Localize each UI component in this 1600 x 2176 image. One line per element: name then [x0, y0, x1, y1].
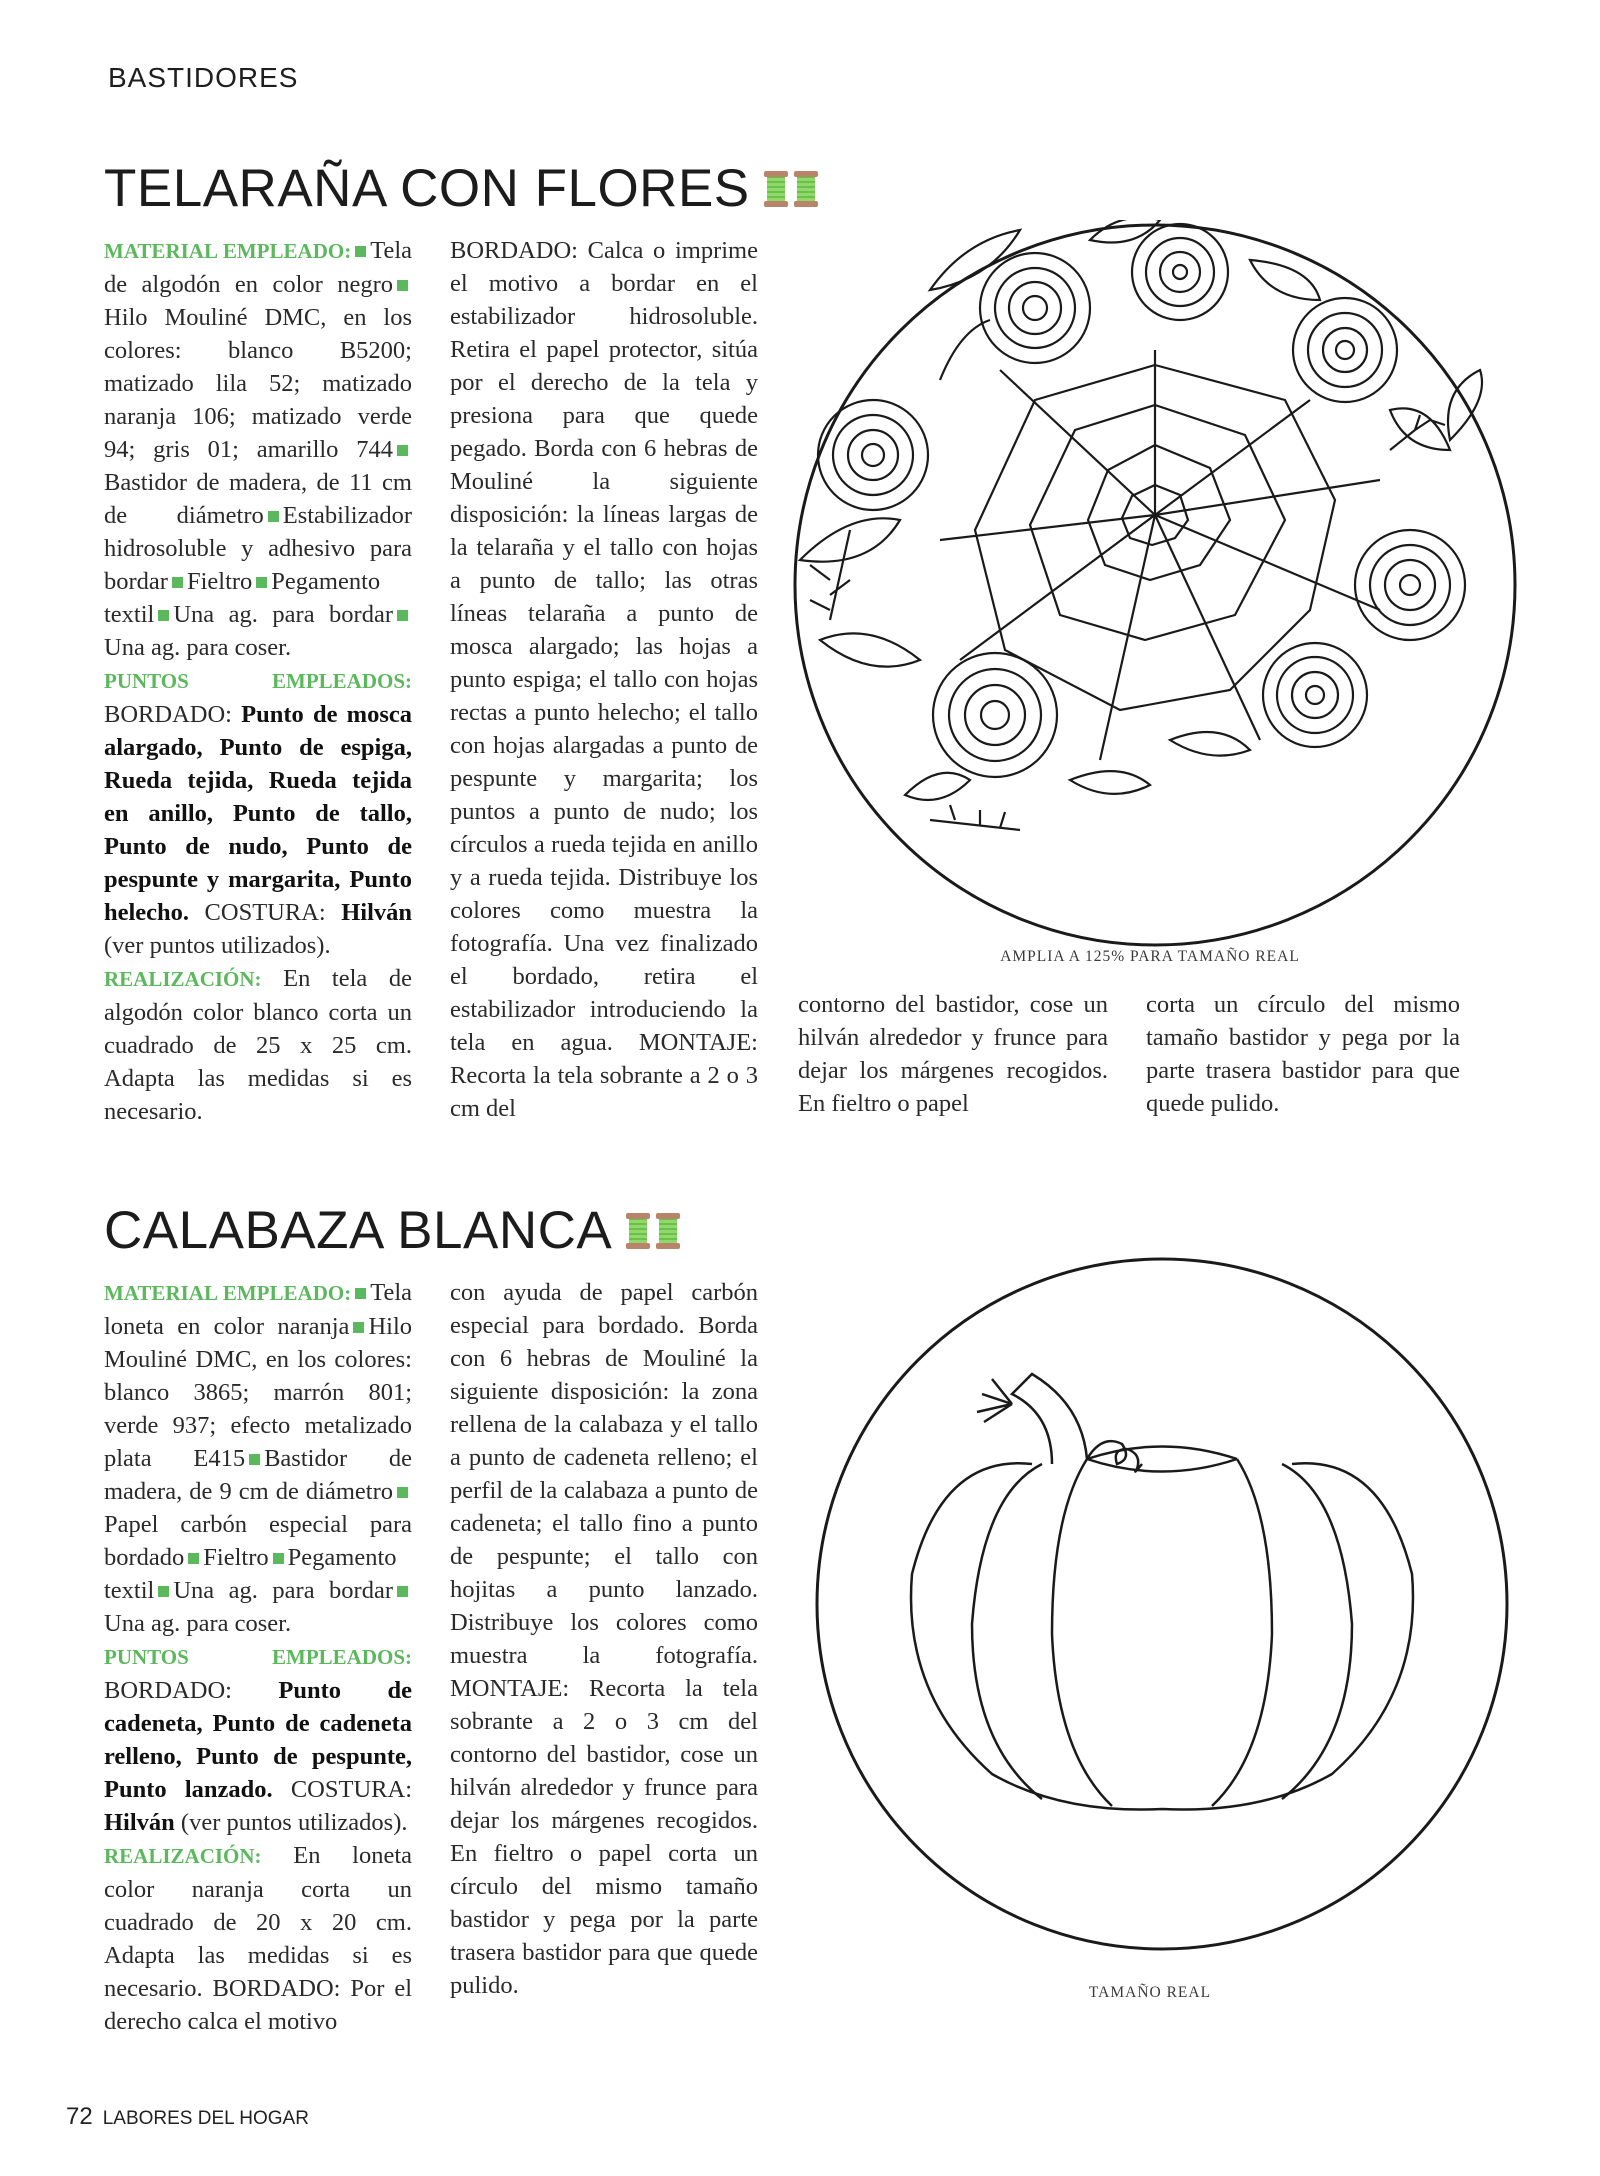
material-item: Bastidor de madera, de 9 cm de diámetro — [104, 1445, 412, 1505]
puntos-heading: PUNTOS EMPLEADOS: — [104, 1645, 412, 1669]
material-item: Estabilizador hidrosoluble y adhesivo para bordar — [104, 502, 412, 595]
hoop-circle — [817, 1259, 1507, 1949]
pumpkin-outline — [911, 1374, 1413, 1810]
material-item: Hilo Mouliné DMC, en los colores: blanco 3865; marrón 801; verde 937; efecto metalizado plata E415 — [104, 1313, 412, 1472]
material-item: Una ag. para bordar — [173, 1577, 393, 1604]
rose-motif — [818, 224, 1465, 777]
material-item: Una ag. para coser. — [104, 1610, 292, 1637]
project1-col4 — [1146, 988, 1460, 1120]
instructions-text: con ayuda de papel carbón especial para bordado. Borda con 6 hebras de Mouliné la siguiente disposición: la zona rellena de la calabaza y el tallo a punto de cadeneta relleno; el perfil de la calabaza a punto de cadeneta; el tallo fino a punto de pespunte; el tallo con hojitas a punto lanzado. Distribuye los colores como muestra la fotografía. MONTAJE: Recorta la tela sobrante a 2 o 3 cm del contorno del bastidor, cose un hilván alrededor y frunce para dejar los márgenes recogidos. En fieltro o papel corta un círculo del mismo tamaño bastidor y pega por la parte trasera bastidor para que quede pulido. — [450, 1279, 758, 1999]
material-item: Pegamento textil — [104, 1544, 397, 1604]
difficulty-spools-icon — [764, 171, 818, 207]
costura-stitch: Hilván — [341, 899, 412, 926]
project2-caption: TAMAÑO REAL — [1088, 1984, 1212, 2001]
project1-col2 — [450, 234, 758, 1125]
material-heading: MATERIAL EMPLEADO: — [104, 239, 352, 263]
costura-prefix: COSTURA: — [290, 1776, 413, 1803]
puntos-list: Punto de cadeneta, Punto de cadeneta relleno, Punto de pespunte, Punto lanzado. — [104, 1677, 412, 1803]
material-item: Una ag. para coser. — [104, 634, 292, 661]
material-item: Fieltro — [186, 568, 253, 595]
puntos-heading: PUNTOS EMPLEADOS: — [104, 669, 412, 693]
project1-caption: AMPLIA A 125% PARA TAMAÑO REAL — [1000, 948, 1300, 965]
project1-col3 — [798, 988, 1108, 1120]
puntos-list: Punto de mosca alargado, Punto de espiga, Rueda tejida, Rueda tejida en anillo, Punto de tallo, Punto de nudo, Punto de pespunte y margarita, Punto helecho. — [104, 701, 413, 926]
pumpkin-pattern-illustration — [812, 1254, 1512, 1954]
costura-stitch: Hilván — [104, 1809, 175, 1836]
material-item: Pegamento textil — [104, 568, 381, 628]
material-item: Tela de algodón en color negro — [104, 237, 412, 298]
material-item: Fieltro — [203, 1544, 269, 1571]
project2-col2 — [450, 1276, 758, 2002]
page-footer — [66, 2103, 309, 2131]
costura-note: (ver puntos utilizados). — [104, 932, 331, 959]
instructions-text: BORDADO: Calca o imprime el motivo a bordar en el estabilizador hidrosoluble. Retira el papel protector, sitúa por el derecho de la tela y presiona para que quede pegado. Borda con 6 hebras de Mouliné la siguiente disposición: la líneas largas de la telaraña y el tallo con hojas a punto de tallo; las otras líneas telaraña a punto de mosca alargado; las hojas a punto espiga; el tallo con hojas rectas a punto helecho; el tallo con hojas alargadas a punto de pespunte y margarita; los puntos a punto de nudo; los círculos a rueda tejida en anillo y a rueda tejida. Distribuye los colores como muestra la fotografía. Una vez finalizado el bordado, retira el estabilizador introduciendo la tela en agua. MONTAJE: Recorta la tela sobrante a 2 o 3 cm del — [450, 237, 758, 1122]
project2-title — [104, 1200, 680, 1261]
realizacion-text: En loneta color naranja corta un cuadrado de 20 x 20 cm. Adapta las medidas si es necesario. BORDADO: Por el derecho calca el motivo — [104, 1842, 413, 2035]
realizacion-text: En tela de algodón color blanco corta un cuadrado de 25 x 25 cm. Adapta las medidas si es necesario. — [104, 965, 413, 1125]
realizacion-heading: REALIZACIÓN: — [104, 967, 262, 991]
section-label: BASTIDORES — [108, 62, 299, 93]
puntos-prefix: BORDADO: — [104, 701, 232, 728]
spiderweb-pattern-illustration — [790, 220, 1520, 950]
difficulty-spools-icon — [626, 1213, 680, 1249]
puntos-prefix: BORDADO: — [104, 1677, 232, 1704]
magazine-name: LABORES DEL HOGAR — [102, 2108, 309, 2129]
material-item: Hilo Mouliné DMC, en los colores: blanco B5200; matizado lila 52; matizado naranja 106; matizado verde 94; gris 01; amarillo 744 — [104, 304, 412, 463]
project2-title-text: CALABAZA BLANCA — [104, 1201, 613, 1260]
project2-col1 — [104, 1276, 412, 2038]
project1-title — [104, 158, 818, 219]
instructions-text: corta un círculo del mismo tamaño bastidor y pega por la parte trasera bastidor para que quede pulido. — [1146, 991, 1460, 1117]
material-item: Papel carbón especial para bordado — [104, 1511, 412, 1571]
hoop-circle — [795, 225, 1515, 945]
instructions-text: contorno del bastidor, cose un hilván alrededor y frunce para dejar los márgenes recogidos. En fieltro o papel — [798, 991, 1108, 1117]
material-item: Tela loneta en color naranja — [104, 1279, 412, 1340]
realizacion-heading: REALIZACIÓN: — [104, 1844, 262, 1868]
material-item: Bastidor de madera, de 11 cm de diámetro — [104, 469, 412, 529]
material-heading: MATERIAL EMPLEADO: — [104, 1281, 352, 1305]
page-number: 72 — [66, 2103, 93, 2130]
project1-col1 — [104, 234, 412, 1128]
costura-note: (ver puntos utilizados). — [180, 1809, 408, 1836]
costura-prefix: COSTURA: — [204, 899, 326, 926]
material-item: Una ag. para bordar — [173, 601, 393, 628]
project1-title-text: TELARAÑA CON FLORES — [104, 159, 750, 218]
